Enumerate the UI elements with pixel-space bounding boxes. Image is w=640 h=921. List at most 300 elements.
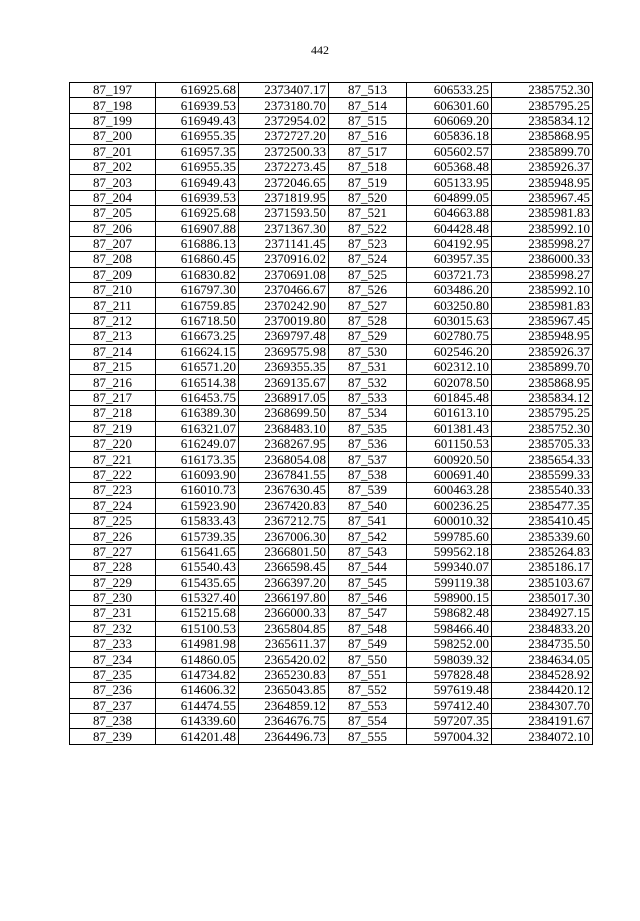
left-x-coordinate-cell: 616939.53 [156,190,239,205]
left-point-id-cell: 87_213 [70,329,156,344]
right-y-coordinate-cell: 2385339.60 [492,529,593,544]
left-y-coordinate-cell: 2364859.12 [239,698,329,713]
left-point-id-cell: 87_233 [70,637,156,652]
left-point-id-cell: 87_218 [70,406,156,421]
right-y-coordinate-cell: 2384528.92 [492,667,593,682]
table-row [70,467,593,482]
right-x-coordinate-cell: 603957.35 [407,252,492,267]
right-x-coordinate-cell: 600236.25 [407,498,492,513]
table-row [70,683,593,698]
table-row [70,313,593,328]
right-x-coordinate-cell: 598682.48 [407,606,492,621]
left-point-id-cell: 87_212 [70,313,156,328]
left-y-coordinate-cell: 2370242.90 [239,298,329,313]
left-point-id-cell: 87_237 [70,698,156,713]
table-row [70,436,593,451]
left-y-coordinate-cell: 2366801.50 [239,544,329,559]
right-y-coordinate-cell: 2385926.37 [492,344,593,359]
page-number: 442 [311,43,329,57]
table-row [70,421,593,436]
left-point-id-cell: 87_202 [70,159,156,174]
left-x-coordinate-cell: 615540.43 [156,560,239,575]
left-x-coordinate-cell: 616093.90 [156,467,239,482]
right-point-id-cell: 87_532 [329,375,407,390]
right-y-coordinate-cell: 2385540.33 [492,483,593,498]
right-y-coordinate-cell: 2385998.27 [492,267,593,282]
left-x-coordinate-cell: 616949.43 [156,175,239,190]
left-x-coordinate-cell: 616949.43 [156,113,239,128]
left-x-coordinate-cell: 616571.20 [156,360,239,375]
right-point-id-cell: 87_535 [329,421,407,436]
left-y-coordinate-cell: 2368267.95 [239,436,329,451]
right-point-id-cell: 87_553 [329,698,407,713]
table-row [70,83,593,98]
right-x-coordinate-cell: 598039.32 [407,652,492,667]
right-point-id-cell: 87_547 [329,606,407,621]
right-point-id-cell: 87_528 [329,313,407,328]
left-y-coordinate-cell: 2369355.35 [239,360,329,375]
left-point-id-cell: 87_227 [70,544,156,559]
left-point-id-cell: 87_230 [70,590,156,605]
right-x-coordinate-cell: 604192.95 [407,236,492,251]
left-x-coordinate-cell: 615215.68 [156,606,239,621]
left-point-id-cell: 87_216 [70,375,156,390]
right-y-coordinate-cell: 2385899.70 [492,144,593,159]
table-row [70,175,593,190]
left-x-coordinate-cell: 616389.30 [156,406,239,421]
left-y-coordinate-cell: 2373407.17 [239,83,329,98]
right-x-coordinate-cell: 602546.20 [407,344,492,359]
right-point-id-cell: 87_520 [329,190,407,205]
left-point-id-cell: 87_217 [70,390,156,405]
right-point-id-cell: 87_524 [329,252,407,267]
right-y-coordinate-cell: 2385752.30 [492,83,593,98]
right-y-coordinate-cell: 2385899.70 [492,360,593,375]
right-y-coordinate-cell: 2385186.17 [492,560,593,575]
left-y-coordinate-cell: 2366000.33 [239,606,329,621]
right-y-coordinate-cell: 2384833.20 [492,621,593,636]
left-y-coordinate-cell: 2367841.55 [239,467,329,482]
right-point-id-cell: 87_536 [329,436,407,451]
right-point-id-cell: 87_531 [329,360,407,375]
left-y-coordinate-cell: 2367420.83 [239,498,329,513]
left-x-coordinate-cell: 616925.68 [156,206,239,221]
left-y-coordinate-cell: 2367630.45 [239,483,329,498]
right-point-id-cell: 87_530 [329,344,407,359]
right-x-coordinate-cell: 604428.48 [407,221,492,236]
right-y-coordinate-cell: 2385654.33 [492,452,593,467]
table-row [70,544,593,559]
left-point-id-cell: 87_229 [70,575,156,590]
right-point-id-cell: 87_540 [329,498,407,513]
table-row [70,267,593,282]
table-row [70,575,593,590]
right-y-coordinate-cell: 2384072.10 [492,729,593,744]
left-x-coordinate-cell: 614339.60 [156,714,239,729]
left-x-coordinate-cell: 616624.15 [156,344,239,359]
left-point-id-cell: 87_234 [70,652,156,667]
left-x-coordinate-cell: 616860.45 [156,252,239,267]
right-point-id-cell: 87_555 [329,729,407,744]
left-x-coordinate-cell: 616955.35 [156,129,239,144]
table-row [70,329,593,344]
right-y-coordinate-cell: 2384634.05 [492,652,593,667]
left-point-id-cell: 87_205 [70,206,156,221]
table-row [70,221,593,236]
right-point-id-cell: 87_554 [329,714,407,729]
right-x-coordinate-cell: 606533.25 [407,83,492,98]
right-point-id-cell: 87_523 [329,236,407,251]
left-y-coordinate-cell: 2371819.95 [239,190,329,205]
left-x-coordinate-cell: 614981.98 [156,637,239,652]
right-point-id-cell: 87_537 [329,452,407,467]
table-row [70,637,593,652]
right-y-coordinate-cell: 2385705.33 [492,436,593,451]
left-y-coordinate-cell: 2370466.67 [239,283,329,298]
right-y-coordinate-cell: 2386000.33 [492,252,593,267]
right-point-id-cell: 87_539 [329,483,407,498]
left-y-coordinate-cell: 2370691.08 [239,267,329,282]
left-point-id-cell: 87_215 [70,360,156,375]
left-y-coordinate-cell: 2365611.37 [239,637,329,652]
left-point-id-cell: 87_219 [70,421,156,436]
right-y-coordinate-cell: 2385868.95 [492,129,593,144]
left-y-coordinate-cell: 2373180.70 [239,98,329,113]
right-y-coordinate-cell: 2385264.83 [492,544,593,559]
left-x-coordinate-cell: 614474.55 [156,698,239,713]
left-x-coordinate-cell: 616173.35 [156,452,239,467]
right-y-coordinate-cell: 2384927.15 [492,606,593,621]
table-row [70,236,593,251]
table-row [70,667,593,682]
right-point-id-cell: 87_550 [329,652,407,667]
left-point-id-cell: 87_206 [70,221,156,236]
left-x-coordinate-cell: 616939.53 [156,98,239,113]
left-x-coordinate-cell: 615100.53 [156,621,239,636]
table-row [70,283,593,298]
right-x-coordinate-cell: 601845.48 [407,390,492,405]
left-point-id-cell: 87_239 [70,729,156,744]
table-row [70,560,593,575]
left-y-coordinate-cell: 2365420.02 [239,652,329,667]
right-point-id-cell: 87_546 [329,590,407,605]
right-x-coordinate-cell: 601150.53 [407,436,492,451]
right-x-coordinate-cell: 598900.15 [407,590,492,605]
right-point-id-cell: 87_552 [329,683,407,698]
right-point-id-cell: 87_518 [329,159,407,174]
left-point-id-cell: 87_220 [70,436,156,451]
table-row [70,606,593,621]
right-y-coordinate-cell: 2385992.10 [492,221,593,236]
left-point-id-cell: 87_228 [70,560,156,575]
right-x-coordinate-cell: 600920.50 [407,452,492,467]
right-x-coordinate-cell: 602078.50 [407,375,492,390]
left-y-coordinate-cell: 2366397.20 [239,575,329,590]
left-y-coordinate-cell: 2365230.83 [239,667,329,682]
right-point-id-cell: 87_542 [329,529,407,544]
left-y-coordinate-cell: 2372954.02 [239,113,329,128]
left-x-coordinate-cell: 615739.35 [156,529,239,544]
right-point-id-cell: 87_533 [329,390,407,405]
left-x-coordinate-cell: 615435.65 [156,575,239,590]
table-row [70,590,593,605]
left-y-coordinate-cell: 2367006.30 [239,529,329,544]
left-point-id-cell: 87_221 [70,452,156,467]
left-x-coordinate-cell: 614860.05 [156,652,239,667]
left-point-id-cell: 87_224 [70,498,156,513]
left-x-coordinate-cell: 616514.38 [156,375,239,390]
right-x-coordinate-cell: 600010.32 [407,513,492,528]
right-x-coordinate-cell: 597412.40 [407,698,492,713]
right-x-coordinate-cell: 597004.32 [407,729,492,744]
table-row [70,390,593,405]
right-x-coordinate-cell: 600463.28 [407,483,492,498]
left-y-coordinate-cell: 2369575.98 [239,344,329,359]
right-x-coordinate-cell: 604663.88 [407,206,492,221]
table-row [70,129,593,144]
table-row [70,714,593,729]
table-row [70,452,593,467]
table-row [70,206,593,221]
left-x-coordinate-cell: 615923.90 [156,498,239,513]
table-row [70,190,593,205]
table-row [70,621,593,636]
left-y-coordinate-cell: 2371141.45 [239,236,329,251]
left-y-coordinate-cell: 2368917.05 [239,390,329,405]
table-row [70,406,593,421]
left-point-id-cell: 87_203 [70,175,156,190]
right-x-coordinate-cell: 601381.43 [407,421,492,436]
right-x-coordinate-cell: 597619.48 [407,683,492,698]
right-x-coordinate-cell: 600691.40 [407,467,492,482]
right-x-coordinate-cell: 599562.18 [407,544,492,559]
right-y-coordinate-cell: 2385948.95 [492,329,593,344]
left-y-coordinate-cell: 2369135.67 [239,375,329,390]
left-y-coordinate-cell: 2366598.45 [239,560,329,575]
right-point-id-cell: 87_517 [329,144,407,159]
left-y-coordinate-cell: 2372500.33 [239,144,329,159]
left-x-coordinate-cell: 614201.48 [156,729,239,744]
left-y-coordinate-cell: 2367212.75 [239,513,329,528]
left-x-coordinate-cell: 616955.35 [156,159,239,174]
left-point-id-cell: 87_207 [70,236,156,251]
left-y-coordinate-cell: 2365043.85 [239,683,329,698]
left-y-coordinate-cell: 2366197.80 [239,590,329,605]
left-x-coordinate-cell: 616759.85 [156,298,239,313]
right-point-id-cell: 87_522 [329,221,407,236]
left-point-id-cell: 87_226 [70,529,156,544]
left-point-id-cell: 87_199 [70,113,156,128]
left-point-id-cell: 87_225 [70,513,156,528]
left-x-coordinate-cell: 616321.07 [156,421,239,436]
table-row [70,360,593,375]
right-x-coordinate-cell: 606069.20 [407,113,492,128]
left-x-coordinate-cell: 614606.32 [156,683,239,698]
table-row [70,729,593,744]
right-point-id-cell: 87_525 [329,267,407,282]
right-y-coordinate-cell: 2385948.95 [492,175,593,190]
right-y-coordinate-cell: 2385834.12 [492,113,593,128]
right-y-coordinate-cell: 2385926.37 [492,159,593,174]
left-y-coordinate-cell: 2372273.45 [239,159,329,174]
left-x-coordinate-cell: 615833.43 [156,513,239,528]
right-y-coordinate-cell: 2385017.30 [492,590,593,605]
right-point-id-cell: 87_541 [329,513,407,528]
right-y-coordinate-cell: 2385967.45 [492,190,593,205]
right-point-id-cell: 87_526 [329,283,407,298]
table-row [70,498,593,513]
left-y-coordinate-cell: 2372727.20 [239,129,329,144]
right-x-coordinate-cell: 605368.48 [407,159,492,174]
left-x-coordinate-cell: 616718.50 [156,313,239,328]
right-x-coordinate-cell: 599785.60 [407,529,492,544]
right-x-coordinate-cell: 602312.10 [407,360,492,375]
table-row [70,113,593,128]
right-x-coordinate-cell: 606301.60 [407,98,492,113]
right-point-id-cell: 87_551 [329,667,407,682]
table-row [70,652,593,667]
right-y-coordinate-cell: 2385795.25 [492,406,593,421]
table-row [70,375,593,390]
right-x-coordinate-cell: 597828.48 [407,667,492,682]
coordinates-table-body [70,83,593,745]
left-x-coordinate-cell: 616907.88 [156,221,239,236]
coordinates-table [69,82,593,745]
left-point-id-cell: 87_210 [70,283,156,298]
left-point-id-cell: 87_209 [70,267,156,282]
right-y-coordinate-cell: 2385834.12 [492,390,593,405]
left-point-id-cell: 87_236 [70,683,156,698]
left-y-coordinate-cell: 2368054.08 [239,452,329,467]
left-y-coordinate-cell: 2365804.85 [239,621,329,636]
right-point-id-cell: 87_519 [329,175,407,190]
right-point-id-cell: 87_521 [329,206,407,221]
right-y-coordinate-cell: 2385981.83 [492,206,593,221]
right-y-coordinate-cell: 2385868.95 [492,375,593,390]
left-x-coordinate-cell: 616673.25 [156,329,239,344]
left-y-coordinate-cell: 2370916.02 [239,252,329,267]
left-point-id-cell: 87_204 [70,190,156,205]
table-row [70,252,593,267]
right-x-coordinate-cell: 598466.40 [407,621,492,636]
left-y-coordinate-cell: 2368699.50 [239,406,329,421]
right-x-coordinate-cell: 604899.05 [407,190,492,205]
right-point-id-cell: 87_529 [329,329,407,344]
left-point-id-cell: 87_211 [70,298,156,313]
left-point-id-cell: 87_223 [70,483,156,498]
right-y-coordinate-cell: 2385477.35 [492,498,593,513]
table-row [70,529,593,544]
table-row [70,344,593,359]
right-y-coordinate-cell: 2384307.70 [492,698,593,713]
right-x-coordinate-cell: 605836.18 [407,129,492,144]
left-y-coordinate-cell: 2369797.48 [239,329,329,344]
left-y-coordinate-cell: 2371593.50 [239,206,329,221]
right-x-coordinate-cell: 602780.75 [407,329,492,344]
right-x-coordinate-cell: 603721.73 [407,267,492,282]
left-point-id-cell: 87_222 [70,467,156,482]
right-point-id-cell: 87_548 [329,621,407,636]
left-x-coordinate-cell: 616453.75 [156,390,239,405]
left-x-coordinate-cell: 616886.13 [156,236,239,251]
right-y-coordinate-cell: 2385998.27 [492,236,593,251]
left-point-id-cell: 87_232 [70,621,156,636]
left-x-coordinate-cell: 616830.82 [156,267,239,282]
table-row [70,159,593,174]
left-point-id-cell: 87_208 [70,252,156,267]
left-point-id-cell: 87_200 [70,129,156,144]
right-x-coordinate-cell: 597207.35 [407,714,492,729]
left-point-id-cell: 87_201 [70,144,156,159]
left-x-coordinate-cell: 616797.30 [156,283,239,298]
table-row [70,513,593,528]
right-x-coordinate-cell: 605133.95 [407,175,492,190]
left-point-id-cell: 87_198 [70,98,156,113]
table-row [70,483,593,498]
right-y-coordinate-cell: 2385795.25 [492,98,593,113]
left-point-id-cell: 87_231 [70,606,156,621]
left-y-coordinate-cell: 2370019.80 [239,313,329,328]
right-point-id-cell: 87_513 [329,83,407,98]
right-x-coordinate-cell: 603486.20 [407,283,492,298]
right-x-coordinate-cell: 599340.07 [407,560,492,575]
right-point-id-cell: 87_545 [329,575,407,590]
right-point-id-cell: 87_514 [329,98,407,113]
right-y-coordinate-cell: 2385992.10 [492,283,593,298]
right-point-id-cell: 87_527 [329,298,407,313]
right-y-coordinate-cell: 2385410.45 [492,513,593,528]
right-y-coordinate-cell: 2384191.67 [492,714,593,729]
right-x-coordinate-cell: 599119.38 [407,575,492,590]
left-x-coordinate-cell: 616925.68 [156,83,239,98]
right-point-id-cell: 87_538 [329,467,407,482]
right-x-coordinate-cell: 603250.80 [407,298,492,313]
right-y-coordinate-cell: 2385967.45 [492,313,593,328]
left-y-coordinate-cell: 2372046.65 [239,175,329,190]
right-y-coordinate-cell: 2385981.83 [492,298,593,313]
left-y-coordinate-cell: 2364496.73 [239,729,329,744]
table-row [70,298,593,313]
right-y-coordinate-cell: 2384420.12 [492,683,593,698]
right-x-coordinate-cell: 601613.10 [407,406,492,421]
right-x-coordinate-cell: 598252.00 [407,637,492,652]
right-point-id-cell: 87_549 [329,637,407,652]
left-y-coordinate-cell: 2368483.10 [239,421,329,436]
right-point-id-cell: 87_534 [329,406,407,421]
left-point-id-cell: 87_238 [70,714,156,729]
left-x-coordinate-cell: 616010.73 [156,483,239,498]
right-y-coordinate-cell: 2385599.33 [492,467,593,482]
table-row [70,98,593,113]
left-y-coordinate-cell: 2371367.30 [239,221,329,236]
table-row [70,144,593,159]
left-x-coordinate-cell: 615327.40 [156,590,239,605]
right-point-id-cell: 87_516 [329,129,407,144]
right-y-coordinate-cell: 2385752.30 [492,421,593,436]
right-point-id-cell: 87_543 [329,544,407,559]
left-x-coordinate-cell: 616957.35 [156,144,239,159]
left-point-id-cell: 87_197 [70,83,156,98]
left-x-coordinate-cell: 615641.65 [156,544,239,559]
right-x-coordinate-cell: 605602.57 [407,144,492,159]
left-y-coordinate-cell: 2364676.75 [239,714,329,729]
table-row [70,698,593,713]
left-point-id-cell: 87_214 [70,344,156,359]
right-y-coordinate-cell: 2384735.50 [492,637,593,652]
right-x-coordinate-cell: 603015.63 [407,313,492,328]
left-x-coordinate-cell: 614734.82 [156,667,239,682]
right-point-id-cell: 87_515 [329,113,407,128]
